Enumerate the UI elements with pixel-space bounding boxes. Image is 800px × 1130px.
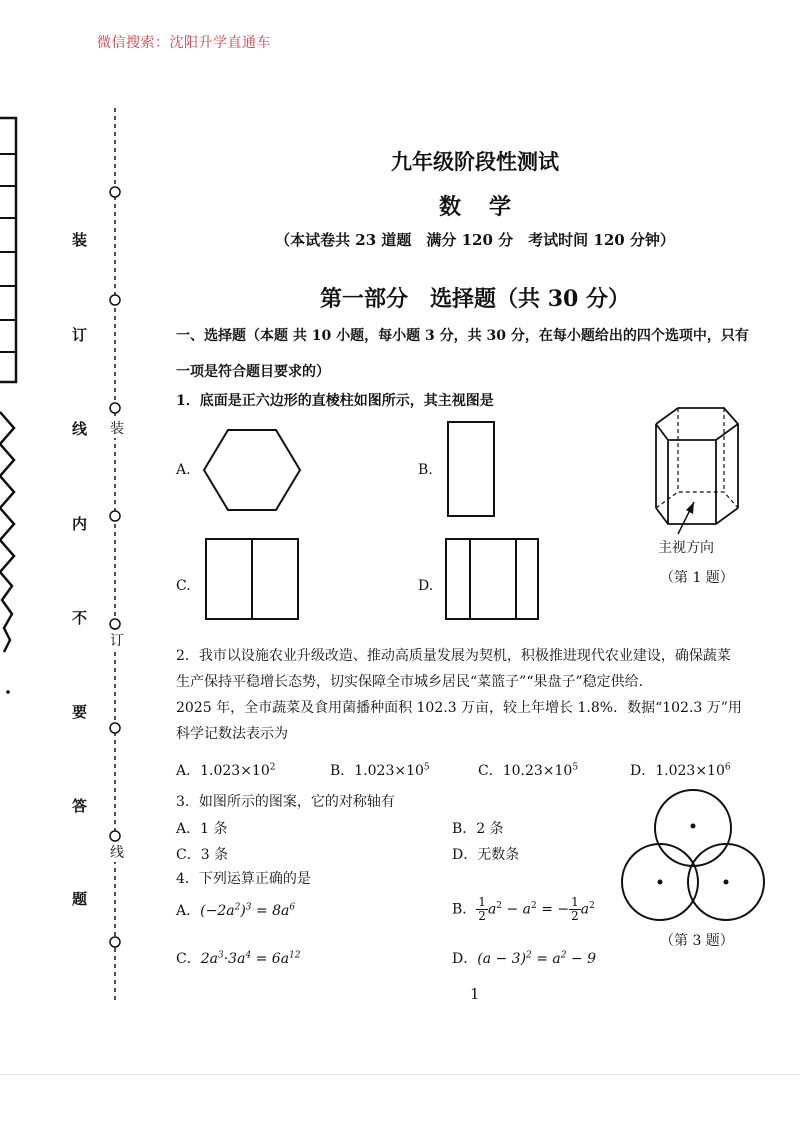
fold-label: 装 (110, 418, 124, 438)
q1-option-d-three-rectangles (442, 535, 542, 623)
binding-char: 装 (72, 231, 88, 249)
q2-option-d: D．$1.023\times 10^6$ (630, 762, 731, 779)
q3-option: D．无数条 (452, 847, 520, 863)
binding-char: 要 (72, 703, 88, 721)
q4-option-a: A．$(-2a^2)^3 = 8a^6$ (176, 902, 296, 919)
binding-char: 答 (72, 797, 88, 815)
q4-stem: 4．下列运算正确的是 (176, 871, 311, 887)
q1-option-c-two-rectangles (202, 535, 302, 623)
part-title: 第一部分 选择题（共 30 分） (320, 286, 630, 312)
q2-option-a: A．$1.023\times 10^2$ (176, 762, 276, 779)
page-bottom-divider (0, 1074, 800, 1075)
q1-option-label: C. (176, 578, 191, 594)
q3-figure-caption: （第 3 题） (660, 933, 734, 949)
exam-title: 九年级阶段性测试 (391, 149, 559, 174)
q4-option-b: B． $\frac{1}{2}$ $a^2 - a^2$ = − $\frac{1}{2}$ $a^2$ (452, 895, 595, 923)
q1-option-label: B. (418, 462, 433, 478)
q1-option-b-rectangle (444, 420, 500, 520)
q3-option: A．1 条 (176, 821, 228, 837)
q3-stem: 3．如图所示的图案，它的对称轴有 (176, 794, 395, 810)
section-intro-line: 一项是符合题目要求的） (176, 364, 330, 380)
subject-title: 数学 (438, 194, 539, 220)
binding-char: 订 (72, 326, 88, 344)
q3-three-circles-figure (618, 786, 768, 928)
q1-option-label: A. (176, 462, 191, 478)
q3-option: C．3 条 (176, 847, 229, 863)
q1-stem: 1．底面是正六边形的直棱柱如图所示，其主视图是 (176, 393, 494, 409)
fold-label: 线 (110, 842, 124, 862)
q1-figure-caption: （第 1 题） (660, 570, 734, 586)
binding-char: 不 (72, 609, 88, 627)
q1-option-a-hexagon (200, 426, 304, 514)
q1-prism-figure (648, 404, 744, 548)
q3-option: B．2 条 (452, 821, 504, 837)
q2-line: 科学记数法表示为 (176, 726, 288, 742)
q1-option-label: D. (418, 578, 434, 594)
section-intro-line: 一、选择题（本题 共 10 小题，每小题 3 分，共 30 分，在每小题给出的四个选项中，只有 (176, 328, 749, 344)
fold-label: 订 (110, 630, 124, 650)
binding-char: 内 (72, 515, 88, 533)
page-number: 1 (470, 985, 480, 1003)
q4-option-c: C．$2a^3\cdot 3a^4 = 6a^{12}$ (176, 950, 301, 967)
q2-option-b: B．$1.023\times 10^5$ (330, 762, 430, 779)
exam-info: （本试卷共 23 道题 满分 120 分 考试时间 120 分钟） (275, 231, 675, 249)
q2-line: 2025 年，全市蔬菜及食用菌播种面积 102.3 万亩，较上年增长 1.8%．数据“102.3 万”用 (176, 700, 742, 716)
binding-char: 题 (72, 890, 88, 908)
q2-line: 生产保持平稳增长态势，切实保障全市城乡居民“菜篮子”“果盘子”稳定供给． (176, 674, 653, 690)
q4-option-d: D．$(a - 3)^2 = a^2 - 9$ (452, 950, 597, 967)
watermark: 微信搜索：沈阳升学直通车 (97, 35, 271, 51)
binding-char: 线 (72, 420, 88, 438)
q2-option-c: C．$10.23\times 10^5$ (478, 762, 579, 779)
q1-view-direction-label: 主视方向 (658, 540, 714, 556)
q2-line: 2．我市以设施农业升级改造、推动高质量发展为契机，积极推进现代农业建设，确保蔬菜 (176, 648, 731, 664)
